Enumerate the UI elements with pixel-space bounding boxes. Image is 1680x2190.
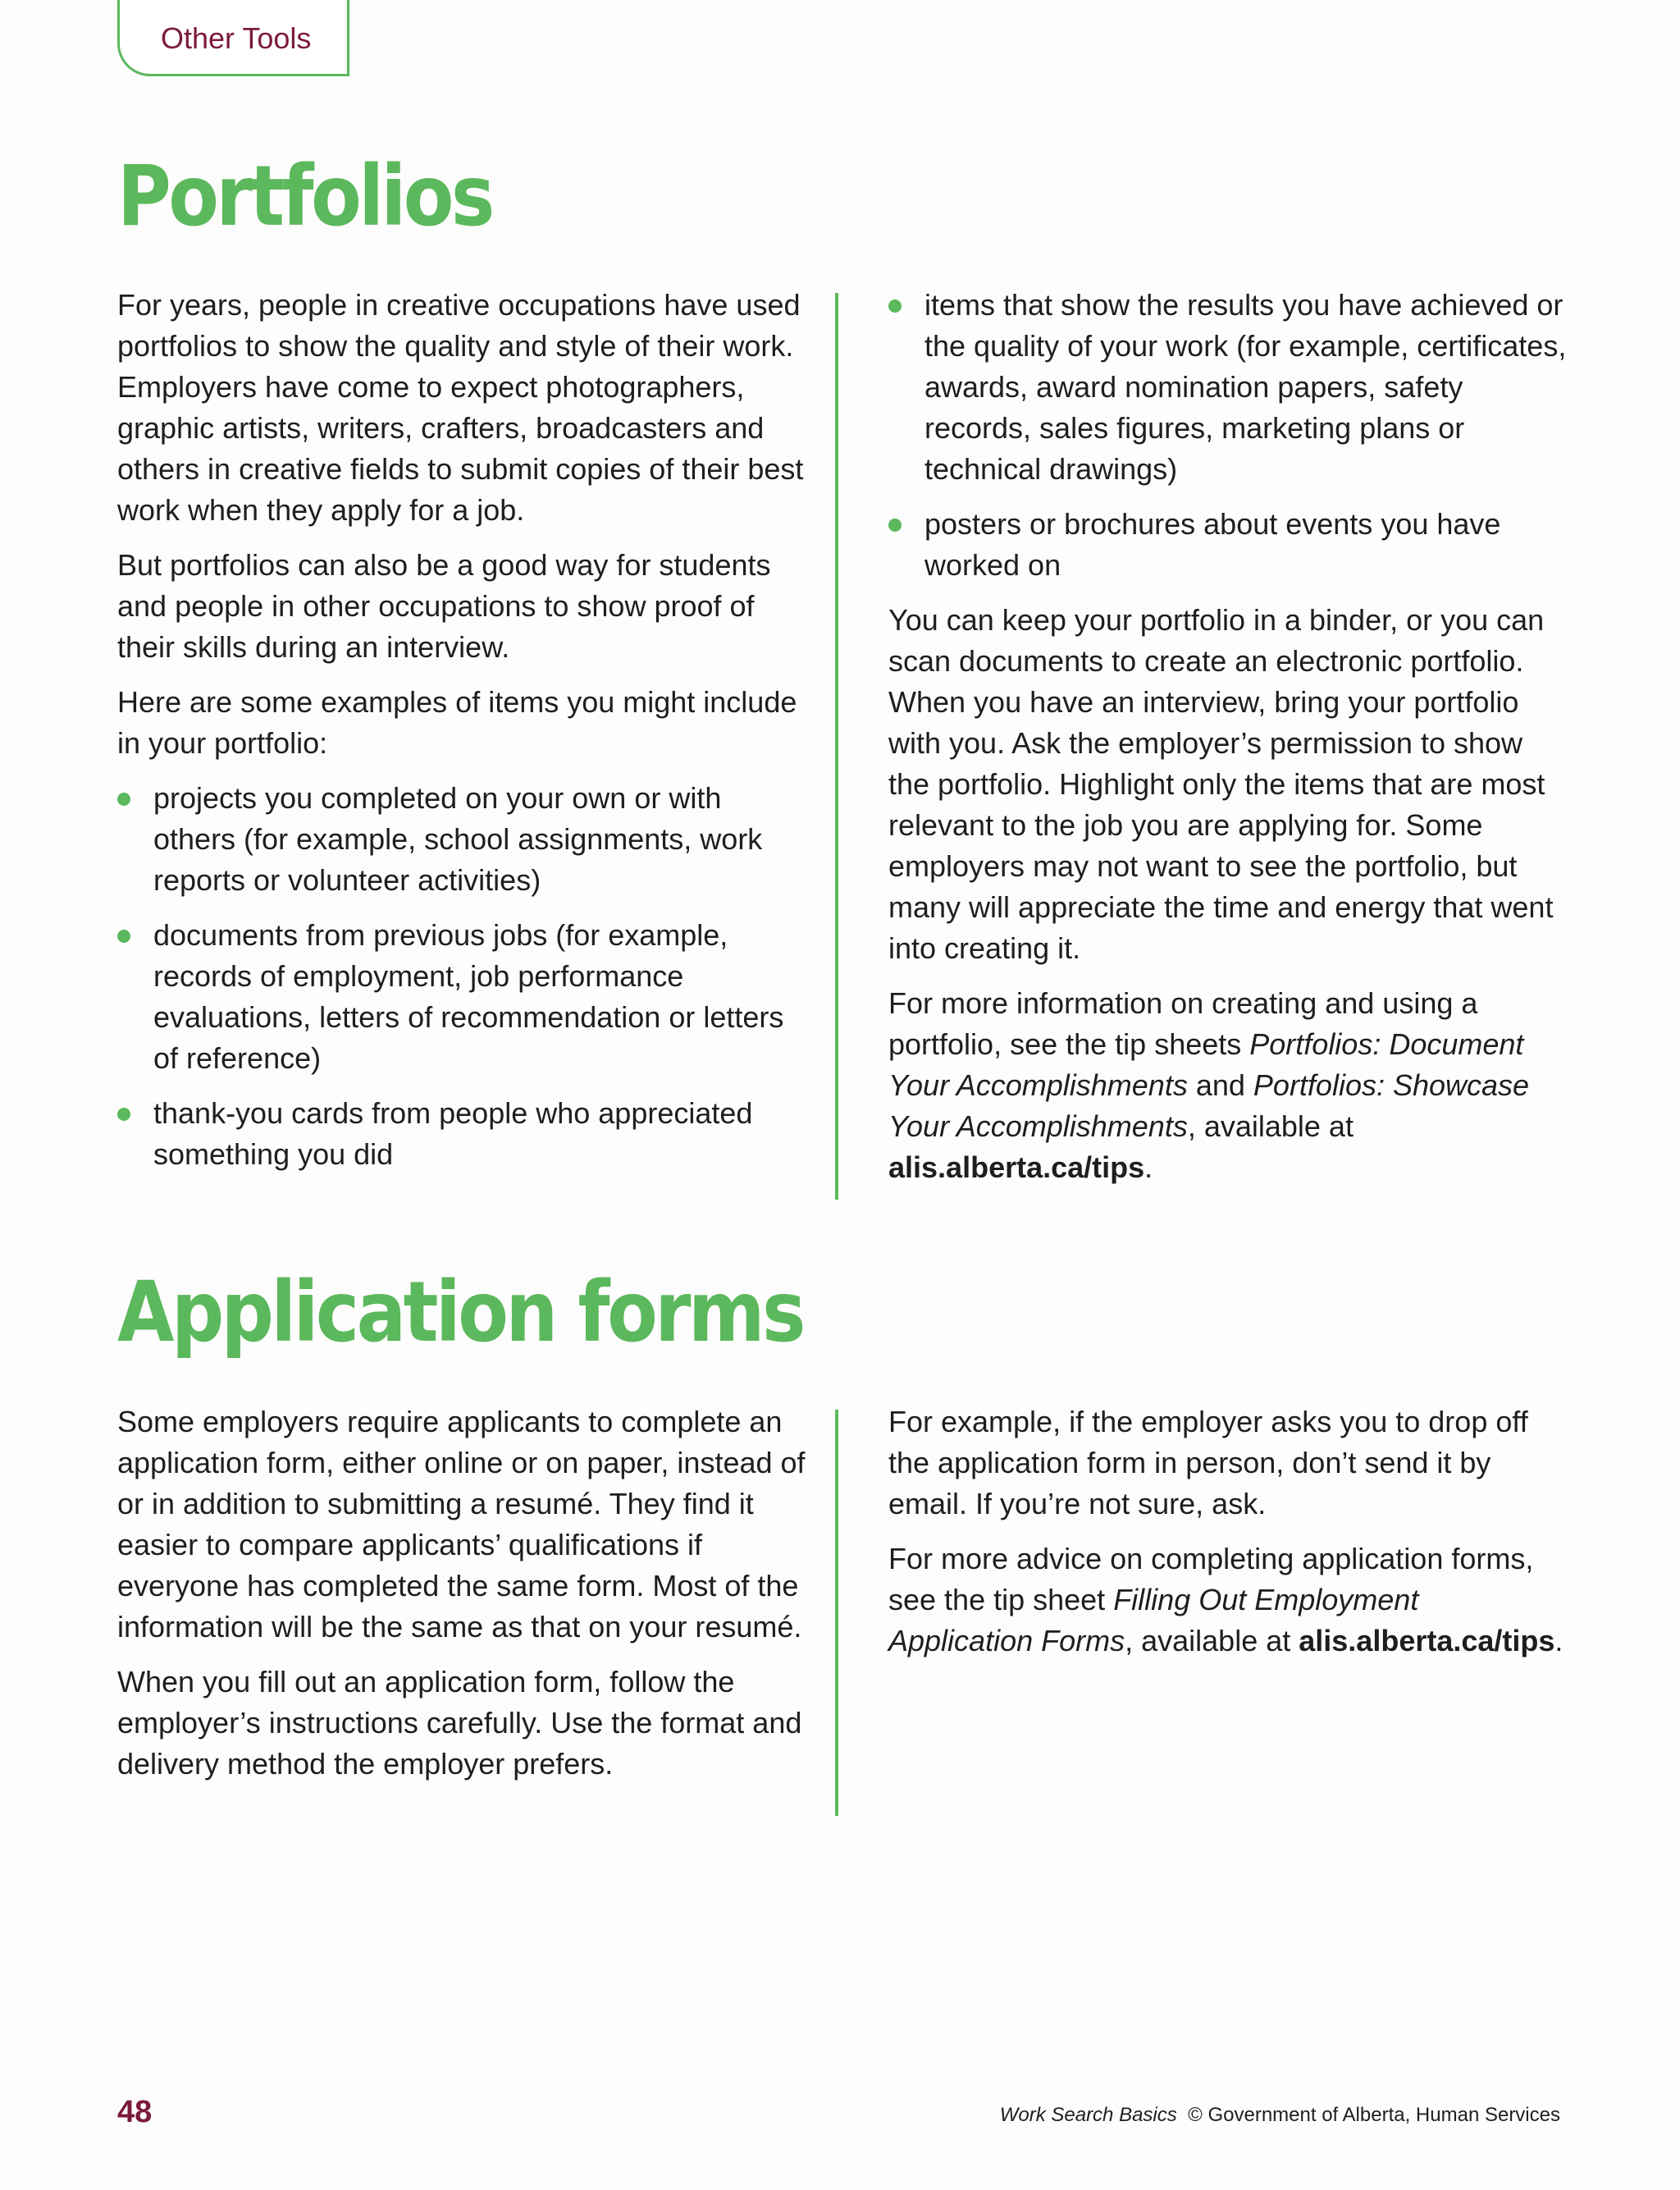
list-item-text: posters or brochures about events you have worked on <box>924 507 1501 582</box>
application-paragraph-3: For example, if the employer asks you to drop off the application form in person, don’t send it by email. If you’re not sure, ask. <box>888 1405 1528 1520</box>
bullet-icon <box>117 793 130 806</box>
portfolios-left-column <box>117 285 806 1189</box>
list-item <box>117 778 806 901</box>
tip-sheet-title: Portfolios: Document Your Accomplishments <box>888 1027 1524 1102</box>
section-tab <box>117 0 349 76</box>
tip-sheet-title: Portfolios: Showcase Your Accomplishments <box>888 1068 1530 1143</box>
copyright-notice: © Government of Alberta, Human Services <box>1188 2104 1560 2126</box>
tips-url: alis.alberta.ca/tips <box>888 1150 1145 1184</box>
list-item-text: projects you completed on your own or with others (for example, school assignments, work reports or volunteer activities) <box>153 781 763 897</box>
list-item <box>888 285 1569 490</box>
portfolios-paragraph-3: Here are some examples of items you might include in your portfolio: <box>117 685 797 760</box>
portfolios-paragraph-4: You can keep your portfolio in a binder, or you can scan documents to create an electronic portfolio. When you have an interview, bring your portfolio with you. Ask the employer’s permission to show the portfolio. Highlight only the items that are most relevant to the job you are applying for. Some employers may not want to see the portfolio, but many will appreciate the time and energy that went into creating it. <box>888 603 1554 965</box>
publication-title: Work Search Basics <box>999 2104 1177 2126</box>
application-paragraph-2: When you fill out an application form, follow the employer’s instructions carefully. Use the format and delivery method the employer prefers. <box>117 1665 802 1781</box>
bullet-icon <box>117 930 130 943</box>
application-paragraph-4 <box>888 1538 1569 1662</box>
bullet-icon <box>117 1108 130 1121</box>
list-item-text: thank-you cards from people who appreciated something you did <box>153 1096 753 1171</box>
list-item <box>888 504 1569 586</box>
portfolios-paragraph-1: For years, people in creative occupations have used portfolios to show the quality and style of their work. Employers have come to expect photographers, graphic artists, writers, crafters, broadcasters and others in creative fields to submit copies of their best work when they apply for a job. <box>117 288 804 527</box>
list-item <box>117 915 806 1079</box>
text-run: , available at <box>1125 1624 1299 1657</box>
page-number: 48 <box>117 2095 153 2129</box>
text-run: and <box>1187 1068 1253 1102</box>
portfolios-heading: Portfolios <box>117 148 492 245</box>
portfolios-right-column <box>888 285 1569 1202</box>
portfolios-paragraph-2: But portfolios can also be a good way for students and people in other occupations to show proof of their skills during an interview. <box>117 548 771 664</box>
list-item <box>117 1093 806 1175</box>
text-run: . <box>1554 1624 1564 1657</box>
text-run: For more advice on completing application forms, see the tip sheet <box>888 1542 1534 1616</box>
section-tab-label: Other Tools <box>161 21 312 55</box>
list-item-text: items that show the results you have achieved or the quality of your work (for example, certificates, awards, award nomination papers, safety records, sales figures, marketing plans or technical drawings) <box>924 288 1567 486</box>
portfolios-paragraph-5 <box>888 983 1569 1188</box>
application-paragraph-1: Some employers require applicants to complete an application form, either online or on paper, instead of or in addition to submitting a resumé. They find it easier to compare applicants’ qualifications if everyone has completed the same form. Most of the information will be the same as that on your resumé. <box>117 1405 806 1644</box>
column-divider <box>835 293 838 1200</box>
application-forms-left-column <box>117 1401 806 1799</box>
footer <box>1000 2104 1560 2127</box>
application-forms-heading: Application forms <box>117 1264 803 1361</box>
list-item-text: documents from previous jobs (for example, records of employment, job performance evaluations, letters of recommendation or letters of reference) <box>153 918 784 1075</box>
tip-sheet-title: Filling Out Employment Application Forms <box>888 1583 1419 1657</box>
bullet-icon <box>888 299 902 313</box>
text-run: For more information on creating and using a portfolio, see the tip sheets <box>888 986 1478 1061</box>
tips-url: alis.alberta.ca/tips <box>1299 1624 1555 1657</box>
text-run: , available at <box>1187 1109 1354 1143</box>
portfolio-items-list <box>117 778 806 1175</box>
portfolio-items-list-continued <box>888 285 1569 586</box>
application-forms-right-column <box>888 1401 1569 1676</box>
text-run: . <box>1144 1150 1153 1184</box>
column-divider <box>835 1410 838 1816</box>
bullet-icon <box>888 519 902 532</box>
